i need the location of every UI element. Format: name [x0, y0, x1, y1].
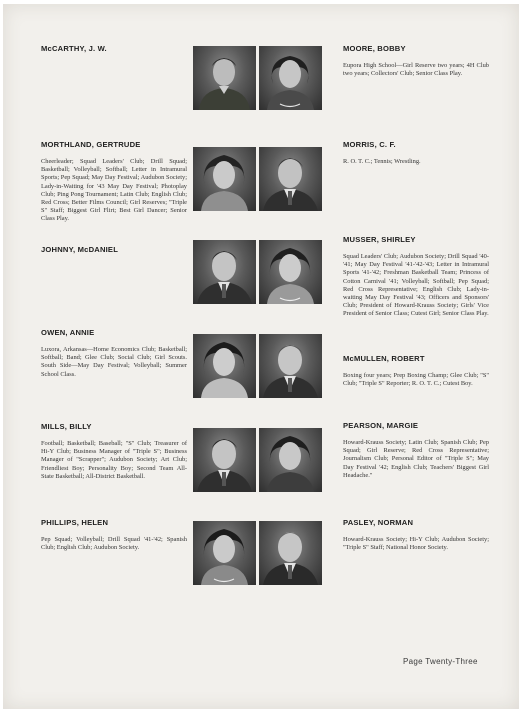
student-entry-mccarthy — [41, 44, 187, 62]
student-activities: Cheerleader; Squad Leaders' Club; Drill Squad; Basketball; Volleyball; Softball; Letter in Intramural Sports; Pep Squad; May Day Festival; Audubon Society; Lady-in-Waiting for '43 May Day Festival; Photoplay Club; Ping Pong Tournament; Latin Club; English Club; Red Cross; Better Films Council; Girl Reserves; "Triple S" Staff; Biggest Girl Flirt; Best Girl Dancer; Senior Class Play. — [41, 158, 187, 223]
student-name: MUSSER, SHIRLEY — [343, 235, 416, 244]
student-entry-johnny — [41, 245, 187, 263]
student-entry-pearson — [343, 421, 489, 480]
student-name: MILLS, BILLY — [41, 422, 92, 431]
student-entry-pasley — [343, 518, 489, 552]
portrait-photo — [259, 334, 322, 398]
portrait-photo — [259, 46, 322, 110]
student-entry-moore — [343, 44, 489, 78]
student-entry-owen — [41, 328, 187, 379]
student-entry-morris — [343, 140, 489, 166]
student-activities: Luxora, Arkansas—Home Economics Club; Basketball; Softball; Band; Glee Club; Social Club; Girl Scouts. South Side—May Day Festival; Volleyball; Summer School Class. — [41, 346, 187, 378]
portrait-photo — [193, 428, 256, 492]
student-activities: Eupora High School—Girl Reserve two years; 4H Club two years; Collectors' Club; Senior Class Play. — [343, 62, 489, 78]
student-entry-mills — [41, 422, 187, 481]
yearbook-page — [3, 4, 519, 709]
student-name: PEARSON, MARGIE — [343, 421, 419, 430]
portrait-photo — [259, 521, 322, 585]
student-activities: Howard-Krauss Society; Hi-Y Club; Audubon Society; "Triple S" Staff; National Honor Society. — [343, 536, 489, 552]
student-entry-phillips — [41, 518, 187, 552]
student-activities: Boxing four years; Prep Boxing Champ; Glee Club; "S" Club; "Triple S" Reporter; R. O. T. C.; Cutest Boy. — [343, 372, 489, 388]
portrait-photo — [193, 147, 256, 211]
page-number: Page Twenty-Three — [403, 657, 478, 666]
student-activities: Howard-Krauss Society; Latin Club; Spanish Club; Pep Squad; Girl Reserve; Red Cross Representative; Journalism Club; Personal Editor of "Triple S"; May Day Festival '42; English Club; Teachers' Biggest Girl Headache." — [343, 439, 489, 479]
student-entry-morthland — [41, 140, 187, 224]
portrait-photo — [259, 240, 322, 304]
portrait-photo — [193, 240, 256, 304]
student-entry-musser — [343, 235, 489, 319]
student-activities: Pep Squad; Volleyball; Drill Squad '41-'42; Spanish Club; English Club; Audubon Society. — [41, 536, 187, 552]
student-name: PHILLIPS, HELEN — [41, 518, 109, 527]
student-activities: R. O. T. C.; Tennis; Wrestling. — [343, 158, 421, 165]
student-name: McMULLEN, ROBERT — [343, 354, 425, 363]
portrait-photo — [193, 521, 256, 585]
student-name: MORTHLAND, GERTRUDE — [41, 140, 141, 149]
portrait-photo — [259, 428, 322, 492]
portrait-photo — [193, 46, 256, 110]
portrait-photo — [259, 147, 322, 211]
student-name: McCARTHY, J. W. — [41, 44, 107, 53]
student-entry-mcmullen — [343, 354, 489, 388]
student-name: MOORE, BOBBY — [343, 44, 406, 53]
student-name: JOHNNY, McDANIEL — [41, 245, 119, 254]
student-name: OWEN, ANNIE — [41, 328, 95, 337]
student-name: MORRIS, C. F. — [343, 140, 396, 149]
student-activities: Football; Basketball; Baseball; "S" Club; Treasurer of Hi-Y Club; Business Manager of "Triple S"; Business Manager of "Scrapper"; Audubon Society; Art Club; Friendliest Boy; Personality Boy; Second Team All-State Basketball; All-District Basketball. — [41, 440, 187, 480]
student-name: PASLEY, NORMAN — [343, 518, 414, 527]
portrait-photo — [193, 334, 256, 398]
student-activities: Squad Leaders' Club; Audubon Society; Drill Squad '40-'41; May Day Festival '41-'42-'43; Letter in Intramural Sports '41-'42; Freshman Basketball Team; Princess of Cotton Carnival '41; Volleyball; Softball; Pep Squad; Red Cross Representative; English Club; Lady-in-waiting May Day Festival '43; Officers and Sponsors' Club; President of Howard-Krauss Society; Girls' Vice President of Senior Class; Cutest Girl; Senior Class Play. — [343, 253, 489, 318]
